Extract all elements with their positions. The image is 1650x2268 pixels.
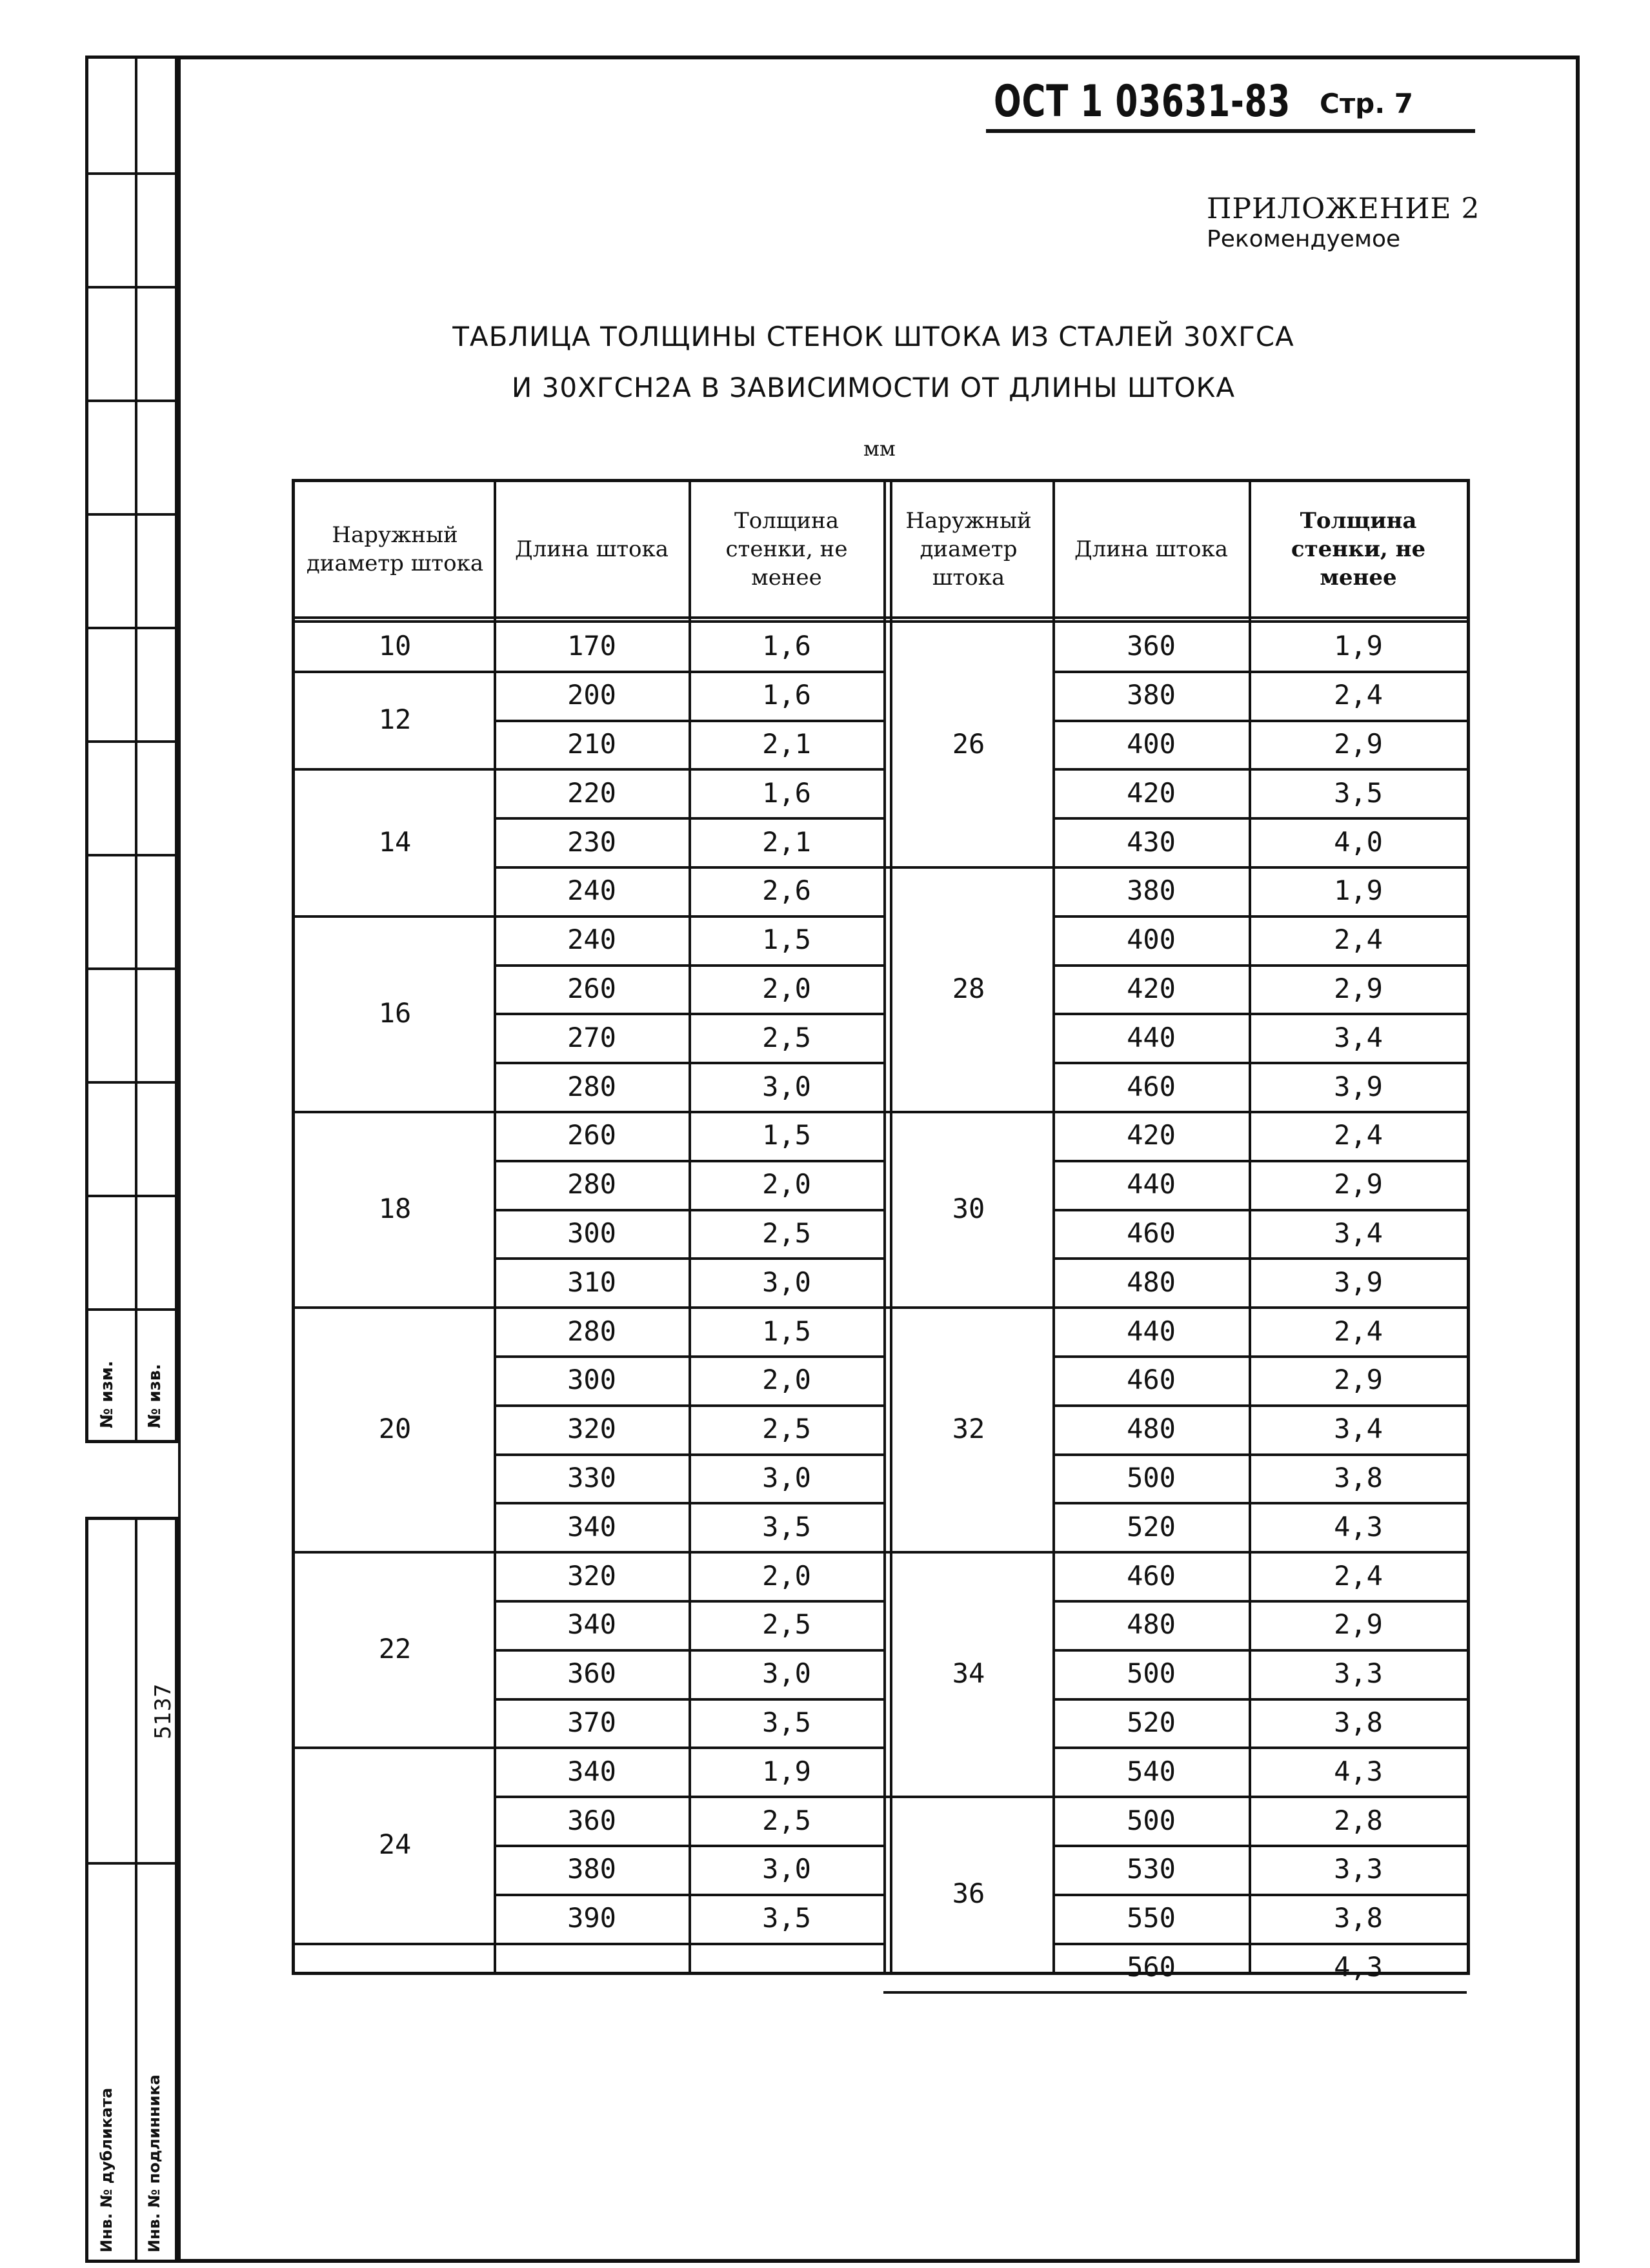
length-cell: 270 <box>567 1021 616 1053</box>
thickness-cell: 2,5 <box>762 1021 811 1053</box>
length-cell: 360 <box>567 1657 616 1690</box>
length-cell: 230 <box>567 825 616 858</box>
length-cell: 340 <box>567 1510 616 1543</box>
binding-strip-bottom <box>85 1517 178 2263</box>
length-cell: 260 <box>567 972 616 1004</box>
length-cell: 400 <box>1127 924 1176 956</box>
thickness-cell: 2,4 <box>1334 679 1383 711</box>
length-cell: 200 <box>567 679 616 711</box>
length-cell: 340 <box>567 1608 616 1641</box>
thickness-cell: 3,0 <box>762 1461 811 1493</box>
diameter-cell: 34 <box>952 1657 985 1690</box>
length-cell: 300 <box>567 1217 616 1249</box>
thickness-cell: 2,5 <box>762 1217 811 1249</box>
thickness-cell: 2,5 <box>762 1608 811 1641</box>
thickness-cell: 3,0 <box>762 1853 811 1885</box>
row-divider <box>1052 1991 1467 1994</box>
thickness-cell: 3,5 <box>1334 776 1383 809</box>
thickness-cell: 2,4 <box>1334 1119 1383 1151</box>
thickness-cell: 1,6 <box>762 679 811 711</box>
diameter-cell: 28 <box>952 973 985 1004</box>
length-cell: 520 <box>1127 1510 1176 1543</box>
length-cell: 380 <box>567 1853 616 1885</box>
thickness-cell: 4,3 <box>1334 1510 1383 1543</box>
length-cell: 360 <box>567 1804 616 1836</box>
column-header: Длина штока <box>1074 536 1229 562</box>
thickness-cell: 1,5 <box>762 1119 811 1151</box>
group-divider <box>883 1991 1052 1994</box>
diameter-cell: 22 <box>378 1633 412 1665</box>
diameter-cell: 12 <box>378 704 412 736</box>
thickness-cell: 1,6 <box>762 776 811 809</box>
header-rule <box>986 129 1475 133</box>
thickness-cell: 2,9 <box>1334 1364 1383 1396</box>
length-cell: 480 <box>1127 1266 1176 1298</box>
thickness-cell: 2,4 <box>1334 924 1383 956</box>
thickness-cell: 3,9 <box>1334 1266 1383 1298</box>
length-cell: 550 <box>1127 1902 1176 1934</box>
thickness-cell: 4,3 <box>1334 1755 1383 1787</box>
length-cell: 390 <box>567 1902 616 1934</box>
length-cell: 320 <box>567 1413 616 1445</box>
diameter-cell: 32 <box>952 1413 985 1445</box>
diameter-cell: 26 <box>952 728 985 760</box>
length-cell: 440 <box>1127 1021 1176 1053</box>
length-cell: 360 <box>1127 630 1176 662</box>
thickness-cell: 1,5 <box>762 1315 811 1347</box>
column-header: Длина штока <box>514 536 669 562</box>
column-header: Наружный диаметр штока <box>306 521 484 576</box>
thickness-cell: 3,4 <box>1334 1413 1383 1445</box>
thickness-cell: 2,9 <box>1334 1168 1383 1200</box>
length-cell: 500 <box>1127 1657 1176 1690</box>
appendix-subtitle: Рекомендуемое <box>1207 226 1401 252</box>
diameter-cell: 10 <box>378 630 412 662</box>
column-header: Толщина стенки, не менее <box>1291 507 1426 591</box>
length-cell: 500 <box>1127 1461 1176 1493</box>
page-number: Стр. 7 <box>1320 88 1414 119</box>
thickness-cell: 1,9 <box>1334 630 1383 662</box>
thickness-cell: 3,0 <box>762 1657 811 1690</box>
thickness-cell: 2,0 <box>762 1559 811 1592</box>
unit-label: мм <box>863 436 896 461</box>
thickness-cell: 2,6 <box>762 875 811 907</box>
length-cell: 420 <box>1127 972 1176 1004</box>
header-divider <box>295 616 1467 619</box>
thickness-cell: 4,0 <box>1334 825 1383 858</box>
thickness-cell: 2,8 <box>1334 1804 1383 1836</box>
length-cell: 460 <box>1127 1364 1176 1396</box>
length-cell: 280 <box>567 1315 616 1347</box>
length-cell: 320 <box>567 1559 616 1592</box>
thickness-cell: 3,0 <box>762 1070 811 1102</box>
column-header: Наружный диаметр штока <box>905 507 1032 591</box>
thickness-cell: 2,1 <box>762 825 811 858</box>
izm-label-1: № изм. <box>97 1361 117 1428</box>
thickness-cell: 3,3 <box>1334 1657 1383 1690</box>
dubl-label: Инв. № дубликата <box>97 2087 116 2253</box>
length-cell: 420 <box>1127 776 1176 809</box>
diameter-cell: 14 <box>378 825 412 858</box>
izm-label-2: № изв. <box>145 1364 165 1428</box>
thickness-cell: 3,9 <box>1334 1070 1383 1102</box>
length-cell: 430 <box>1127 825 1176 858</box>
length-cell: 340 <box>567 1755 616 1787</box>
length-cell: 530 <box>1127 1853 1176 1885</box>
thickness-cell: 1,9 <box>1334 875 1383 907</box>
length-cell: 460 <box>1127 1070 1176 1102</box>
length-cell: 440 <box>1127 1168 1176 1200</box>
length-cell: 560 <box>1127 1950 1176 1983</box>
length-cell: 240 <box>567 875 616 907</box>
thickness-cell: 2,9 <box>1334 1608 1383 1641</box>
diameter-cell: 20 <box>378 1413 412 1445</box>
column-header: Толщина стенки, не менее <box>725 507 848 591</box>
diameter-cell: 30 <box>952 1193 985 1225</box>
length-cell: 380 <box>1127 875 1176 907</box>
thickness-cell: 3,5 <box>762 1902 811 1934</box>
length-cell: 380 <box>1127 679 1176 711</box>
thickness-cell: 3,0 <box>762 1266 811 1298</box>
diameter-cell: 16 <box>378 997 412 1029</box>
length-cell: 310 <box>567 1266 616 1298</box>
length-cell: 170 <box>567 630 616 662</box>
thickness-cell: 2,9 <box>1334 727 1383 760</box>
row-divider <box>494 1943 883 1945</box>
length-cell: 280 <box>567 1168 616 1200</box>
thickness-cell: 3,5 <box>762 1706 811 1738</box>
length-cell: 480 <box>1127 1413 1176 1445</box>
length-cell: 420 <box>1127 1119 1176 1151</box>
thickness-cell: 3,5 <box>762 1510 811 1543</box>
thickness-cell: 2,1 <box>762 727 811 760</box>
thickness-cell: 1,9 <box>762 1755 811 1787</box>
thickness-cell: 1,5 <box>762 924 811 956</box>
thickness-cell: 3,8 <box>1334 1461 1383 1493</box>
length-cell: 400 <box>1127 727 1176 760</box>
length-cell: 370 <box>567 1706 616 1738</box>
inventory-number: 5137 <box>150 1683 176 1739</box>
length-cell: 540 <box>1127 1755 1176 1787</box>
thickness-cell: 2,9 <box>1334 972 1383 1004</box>
thickness-cell: 3,4 <box>1334 1021 1383 1053</box>
diameter-cell: 24 <box>378 1828 412 1861</box>
podl-label: Инв. № подлинника <box>145 2074 163 2253</box>
length-cell: 210 <box>567 727 616 760</box>
diameter-cell: 18 <box>378 1193 412 1225</box>
diameter-cell: 36 <box>952 1878 985 1910</box>
thickness-cell: 3,8 <box>1334 1706 1383 1738</box>
table-title-line-1: ТАБЛИЦА ТОЛЩИНЫ СТЕНОК ШТОКА ИЗ СТАЛЕЙ 30ХГСА <box>452 321 1294 352</box>
binding-strip-top <box>85 56 178 1443</box>
thickness-cell: 4,3 <box>1334 1950 1383 1983</box>
length-cell: 300 <box>567 1364 616 1396</box>
thickness-cell: 2,4 <box>1334 1315 1383 1347</box>
length-cell: 240 <box>567 924 616 956</box>
thickness-cell: 2,5 <box>762 1804 811 1836</box>
thickness-cell: 2,4 <box>1334 1559 1383 1592</box>
thickness-cell: 2,5 <box>762 1413 811 1445</box>
wall-thickness-table <box>292 479 1470 1983</box>
length-cell: 460 <box>1127 1217 1176 1249</box>
appendix-title: ПРИЛОЖЕНИЕ 2 <box>1207 192 1480 225</box>
length-cell: 260 <box>567 1119 616 1151</box>
group-divider <box>295 1943 494 1945</box>
length-cell: 220 <box>567 776 616 809</box>
length-cell: 330 <box>567 1461 616 1493</box>
length-cell: 480 <box>1127 1608 1176 1641</box>
thickness-cell: 3,3 <box>1334 1853 1383 1885</box>
thickness-cell: 3,4 <box>1334 1217 1383 1249</box>
thickness-cell: 2,0 <box>762 1168 811 1200</box>
table-title-line-2: И 30ХГСН2А В ЗАВИСИМОСТИ ОТ ДЛИНЫ ШТОКА <box>511 372 1236 403</box>
length-cell: 500 <box>1127 1804 1176 1836</box>
thickness-cell: 2,0 <box>762 1364 811 1396</box>
length-cell: 520 <box>1127 1706 1176 1738</box>
length-cell: 440 <box>1127 1315 1176 1347</box>
thickness-cell: 1,6 <box>762 630 811 662</box>
length-cell: 280 <box>567 1070 616 1102</box>
thickness-cell: 2,0 <box>762 972 811 1004</box>
length-cell: 460 <box>1127 1559 1176 1592</box>
document-code: ОСТ 1 03631-83 <box>994 76 1291 127</box>
thickness-cell: 3,8 <box>1334 1902 1383 1934</box>
